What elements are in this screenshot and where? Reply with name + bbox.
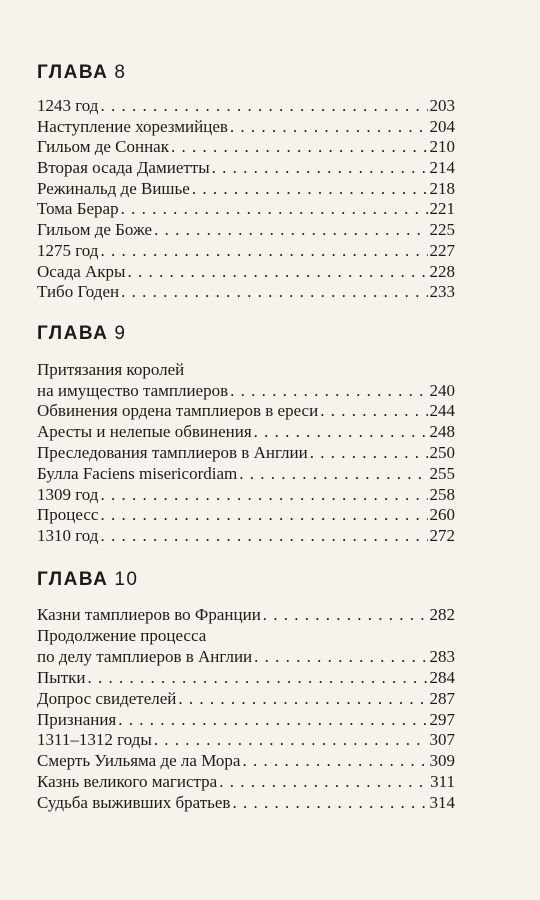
dot-leader: [100, 505, 427, 526]
entry-title: 1275 год: [37, 240, 99, 260]
toc-entry: [37, 179, 455, 200]
toc-entry: [37, 505, 455, 526]
entry-page: 260: [429, 505, 455, 525]
entry-page: 287: [429, 688, 455, 708]
table-of-contents: [37, 60, 455, 830]
toc-entry: [37, 730, 455, 751]
dot-leader: [242, 751, 427, 772]
dot-leader: [239, 464, 427, 485]
entry-page: 218: [429, 178, 455, 198]
toc-entry: [37, 282, 455, 303]
chapter-label: ГЛАВА: [37, 569, 109, 591]
entry-page: 314: [429, 793, 455, 813]
dot-leader: [127, 262, 427, 283]
dot-leader: [88, 668, 428, 689]
chapter-8-section: [37, 60, 455, 303]
dot-leader: [310, 443, 428, 464]
dot-leader: [254, 422, 428, 443]
entry-title-line1: Притязания королей: [37, 359, 185, 379]
entry-page: 204: [429, 116, 455, 136]
dot-leader: [154, 730, 428, 751]
toc-entry: [37, 689, 455, 710]
entry-title: 1310 год: [37, 526, 99, 546]
entry-page: 228: [429, 261, 455, 281]
entry-page: 284: [429, 667, 455, 687]
entry-title: Осада Акры: [37, 261, 126, 281]
entry-title-line1: Продолжение процесса: [37, 625, 207, 645]
toc-entry: [37, 220, 455, 241]
dot-leader: [230, 117, 428, 138]
entry-line2: [37, 381, 455, 402]
chapter-heading: [37, 567, 455, 593]
toc-entry: [37, 199, 455, 220]
entry-page: 240: [429, 380, 455, 400]
dot-leader: [100, 485, 427, 506]
entry-page: 210: [429, 137, 455, 157]
toc-entry: [37, 241, 455, 262]
entry-title: Гильом де Боже: [37, 220, 153, 240]
entry-title: Аресты и нелепые обвинения: [37, 422, 252, 442]
entry-title: Обвинения ордена тамплиеров в ереси: [37, 401, 319, 421]
toc-entry: [37, 605, 455, 626]
toc-entry: [37, 526, 455, 547]
entry-title: 1243 год: [37, 96, 99, 115]
toc-entry: [37, 117, 455, 138]
entry-page: 307: [429, 730, 455, 750]
toc-entry: [37, 772, 455, 793]
dot-leader: [212, 158, 428, 179]
entry-title: Режинальд де Вишье: [37, 178, 190, 198]
entry-title: Тома Берар: [37, 199, 119, 219]
chapter-label: ГЛАВА: [37, 322, 109, 344]
entry-page: 255: [429, 463, 455, 483]
entry-title: Преследования тамплиеров в Англии: [37, 443, 308, 463]
toc-entry: [37, 137, 455, 158]
entry-title: Наступление хорезмийцев: [37, 116, 228, 136]
dot-leader: [254, 647, 427, 668]
entry-page: 309: [429, 751, 455, 771]
chapter-heading: [37, 60, 455, 86]
entry-page: 227: [429, 240, 455, 260]
toc-entry: [37, 464, 455, 485]
dot-leader: [100, 241, 427, 262]
entry-title: Булла Faciens misericordiam: [37, 463, 238, 483]
toc-entry: [37, 710, 455, 731]
toc-entry: [37, 401, 455, 422]
entry-title: Пытки: [37, 667, 86, 687]
entry-page: 233: [429, 282, 455, 302]
dot-leader: [171, 137, 428, 158]
entry-title: Признания: [37, 709, 117, 729]
toc-entry: [37, 360, 455, 402]
entry-title: Судьба выживших братьев: [37, 793, 231, 813]
toc-entry: [37, 262, 455, 283]
chapter-number: 10: [114, 569, 139, 591]
entry-page: 203: [429, 96, 455, 115]
entry-page: 248: [429, 422, 455, 442]
entry-page: 272: [429, 526, 455, 546]
chapter-number: 8: [114, 62, 127, 83]
entry-title: Допрос свидетелей: [37, 688, 177, 708]
chapter-label: ГЛАВА: [37, 62, 109, 83]
chapter-heading: [37, 321, 455, 347]
chapter-9-section: [37, 321, 455, 547]
chapter-10-section: [37, 567, 455, 814]
toc-entry: [37, 668, 455, 689]
entry-title: Процесс: [37, 505, 99, 525]
toc-entry: [37, 485, 455, 506]
entry-title: Тибо Годен: [37, 282, 120, 302]
entry-title: 1309 год: [37, 484, 99, 504]
entry-page: 311: [430, 772, 455, 792]
toc-entry: [37, 422, 455, 443]
dot-leader: [230, 381, 427, 402]
entry-title: на имущество тамплиеров: [37, 380, 229, 400]
entry-page: 250: [429, 443, 455, 463]
entry-title: Вторая осада Дамиетты: [37, 158, 210, 178]
dot-leader: [219, 772, 428, 793]
entry-title: по делу тамплиеров в Англии: [37, 646, 253, 666]
dot-leader: [100, 96, 427, 117]
toc-entry: [37, 96, 455, 117]
dot-leader: [121, 199, 428, 220]
dot-leader: [263, 605, 428, 626]
entry-line2: [37, 647, 455, 668]
entry-title: Казнь великого магистра: [37, 772, 218, 792]
entry-title: Казни тамплиеров во Франции: [37, 605, 261, 625]
dot-leader: [100, 526, 427, 547]
toc-entry: [37, 443, 455, 464]
entry-page: 282: [429, 605, 455, 625]
dot-leader: [320, 401, 427, 422]
chapter-number: 9: [114, 322, 127, 344]
dot-leader: [121, 282, 427, 303]
entry-page: 244: [429, 401, 455, 421]
entry-title: Гильом де Соннак: [37, 137, 169, 157]
toc-entry: [37, 626, 455, 668]
entry-title: Смерть Уильяма де ла Мора: [37, 751, 241, 771]
entry-page: 283: [429, 646, 455, 666]
entry-page: 214: [429, 158, 455, 178]
toc-entry: [37, 751, 455, 772]
entry-page: 225: [429, 220, 455, 240]
entry-page: 297: [429, 709, 455, 729]
dot-leader: [178, 689, 427, 710]
dot-leader: [192, 179, 428, 200]
dot-leader: [232, 793, 427, 814]
dot-leader: [154, 220, 427, 241]
toc-entry: [37, 158, 455, 179]
dot-leader: [118, 710, 427, 731]
entry-page: 221: [429, 199, 455, 219]
entry-page: 258: [429, 484, 455, 504]
toc-entry: [37, 793, 455, 814]
entry-title: 1311–1312 годы: [37, 730, 152, 750]
